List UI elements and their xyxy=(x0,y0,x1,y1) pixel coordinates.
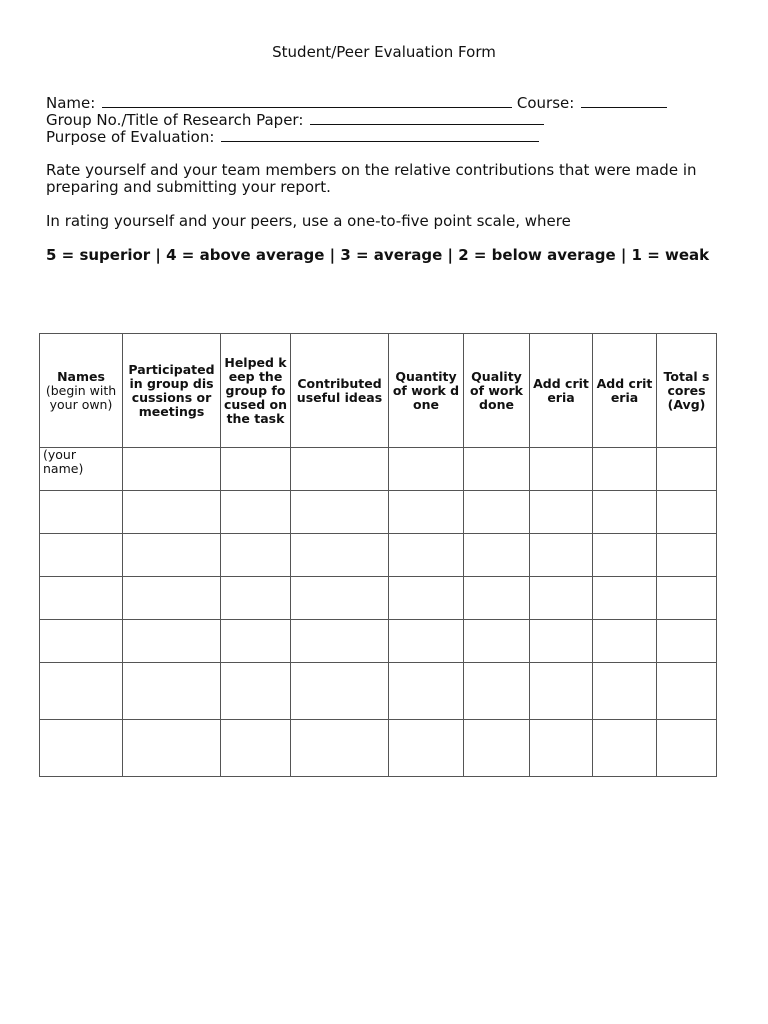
header-add-criteria-1: Add criteria xyxy=(530,334,593,448)
header-row xyxy=(40,334,717,448)
table-cell[interactable] xyxy=(593,448,657,491)
rating-scale: 5 = superior | 4 = above average | 3 = average | 2 = below average | 1 = weak xyxy=(46,246,710,264)
table-cell[interactable] xyxy=(40,663,123,720)
table-row xyxy=(40,577,717,620)
group-label: Group No./Title of Research Paper: xyxy=(46,111,304,129)
table-cell[interactable] xyxy=(40,577,123,620)
table-cell[interactable] xyxy=(291,491,389,534)
table-cell[interactable] xyxy=(593,491,657,534)
table-cell[interactable] xyxy=(40,491,123,534)
table-cell[interactable] xyxy=(657,720,717,777)
table-row xyxy=(40,663,717,720)
table-cell[interactable] xyxy=(657,663,717,720)
header-total: Total scores (Avg) xyxy=(657,334,717,448)
table-cell[interactable] xyxy=(389,577,464,620)
table-cell[interactable] xyxy=(657,491,717,534)
table-cell[interactable] xyxy=(530,577,593,620)
table-cell[interactable] xyxy=(593,620,657,663)
purpose-field[interactable] xyxy=(221,128,539,142)
table-cell[interactable] xyxy=(123,577,221,620)
table-cell[interactable] xyxy=(123,491,221,534)
table-row xyxy=(40,720,717,777)
table-cell[interactable] xyxy=(221,720,291,777)
table-cell[interactable] xyxy=(657,620,717,663)
group-field[interactable] xyxy=(310,111,544,125)
table-cell[interactable] xyxy=(123,448,221,491)
table-cell[interactable] xyxy=(291,720,389,777)
table-cell[interactable] xyxy=(221,663,291,720)
table-cell[interactable] xyxy=(40,620,123,663)
course-field[interactable] xyxy=(581,94,667,108)
header-contributed: Contributed useful ideas xyxy=(291,334,389,448)
table-cell[interactable] xyxy=(123,663,221,720)
table-cell[interactable] xyxy=(657,448,717,491)
table-cell[interactable] xyxy=(291,448,389,491)
table-cell[interactable] xyxy=(221,534,291,577)
table-cell[interactable] xyxy=(464,491,530,534)
table-cell[interactable] xyxy=(221,577,291,620)
table-cell[interactable] xyxy=(593,663,657,720)
table-cell[interactable] xyxy=(530,448,593,491)
table-cell[interactable] xyxy=(657,577,717,620)
table-cell-name[interactable]: (your name) xyxy=(40,448,123,491)
table-cell[interactable] xyxy=(40,720,123,777)
header-quality: Quality of work done xyxy=(464,334,530,448)
table-cell[interactable] xyxy=(221,620,291,663)
table-cell[interactable] xyxy=(389,663,464,720)
table-cell[interactable] xyxy=(464,577,530,620)
table-cell[interactable] xyxy=(389,620,464,663)
page-title: Student/Peer Evaluation Form xyxy=(272,43,496,61)
table-cell[interactable] xyxy=(593,720,657,777)
table-cell[interactable] xyxy=(123,534,221,577)
group-line xyxy=(46,111,544,129)
instructions-paragraph: Rate yourself and your team members on the relative contributions that were made in preparing and submitting your report. xyxy=(46,161,697,196)
evaluation-table xyxy=(39,333,717,777)
name-course-line xyxy=(46,94,667,112)
table-cell[interactable] xyxy=(389,448,464,491)
table-cell[interactable] xyxy=(530,663,593,720)
table-cell[interactable] xyxy=(593,577,657,620)
table-cell[interactable] xyxy=(464,720,530,777)
table-row xyxy=(40,448,717,491)
header-helped: Helped keep the group focused on the task xyxy=(221,334,291,448)
table-cell[interactable] xyxy=(530,720,593,777)
table-cell[interactable] xyxy=(530,534,593,577)
table-cell[interactable] xyxy=(291,620,389,663)
table-cell[interactable] xyxy=(221,491,291,534)
table-cell[interactable] xyxy=(464,663,530,720)
table-cell[interactable] xyxy=(389,491,464,534)
table-cell[interactable] xyxy=(291,577,389,620)
table-cell[interactable] xyxy=(123,620,221,663)
table-cell[interactable] xyxy=(40,534,123,577)
table-cell[interactable] xyxy=(464,534,530,577)
table-cell[interactable] xyxy=(389,720,464,777)
purpose-label: Purpose of Evaluation: xyxy=(46,128,215,146)
table-row xyxy=(40,491,717,534)
table-cell[interactable] xyxy=(464,620,530,663)
course-label: Course: xyxy=(516,94,575,112)
table-cell[interactable] xyxy=(123,720,221,777)
header-names-sub: (begin with your own) xyxy=(45,382,117,412)
name-label: Name: xyxy=(46,94,96,112)
table-cell[interactable] xyxy=(464,448,530,491)
header-names: Names (begin with your own) xyxy=(40,334,123,448)
table-cell[interactable] xyxy=(291,663,389,720)
table-cell[interactable] xyxy=(221,448,291,491)
table-cell[interactable] xyxy=(389,534,464,577)
scale-intro: In rating yourself and your peers, use a one-to-five point scale, where xyxy=(46,212,571,230)
name-field[interactable] xyxy=(102,94,512,108)
table-cell[interactable] xyxy=(291,534,389,577)
table-cell[interactable] xyxy=(530,620,593,663)
header-add-criteria-2: Add criteria xyxy=(593,334,657,448)
header-participated: Participated in group discussions or meetings xyxy=(123,334,221,448)
header-quantity: Quantity of work done xyxy=(389,334,464,448)
table-row xyxy=(40,534,717,577)
table-cell[interactable] xyxy=(657,534,717,577)
purpose-line xyxy=(46,128,539,146)
table-row xyxy=(40,620,717,663)
table-cell[interactable] xyxy=(593,534,657,577)
table-cell[interactable] xyxy=(530,491,593,534)
